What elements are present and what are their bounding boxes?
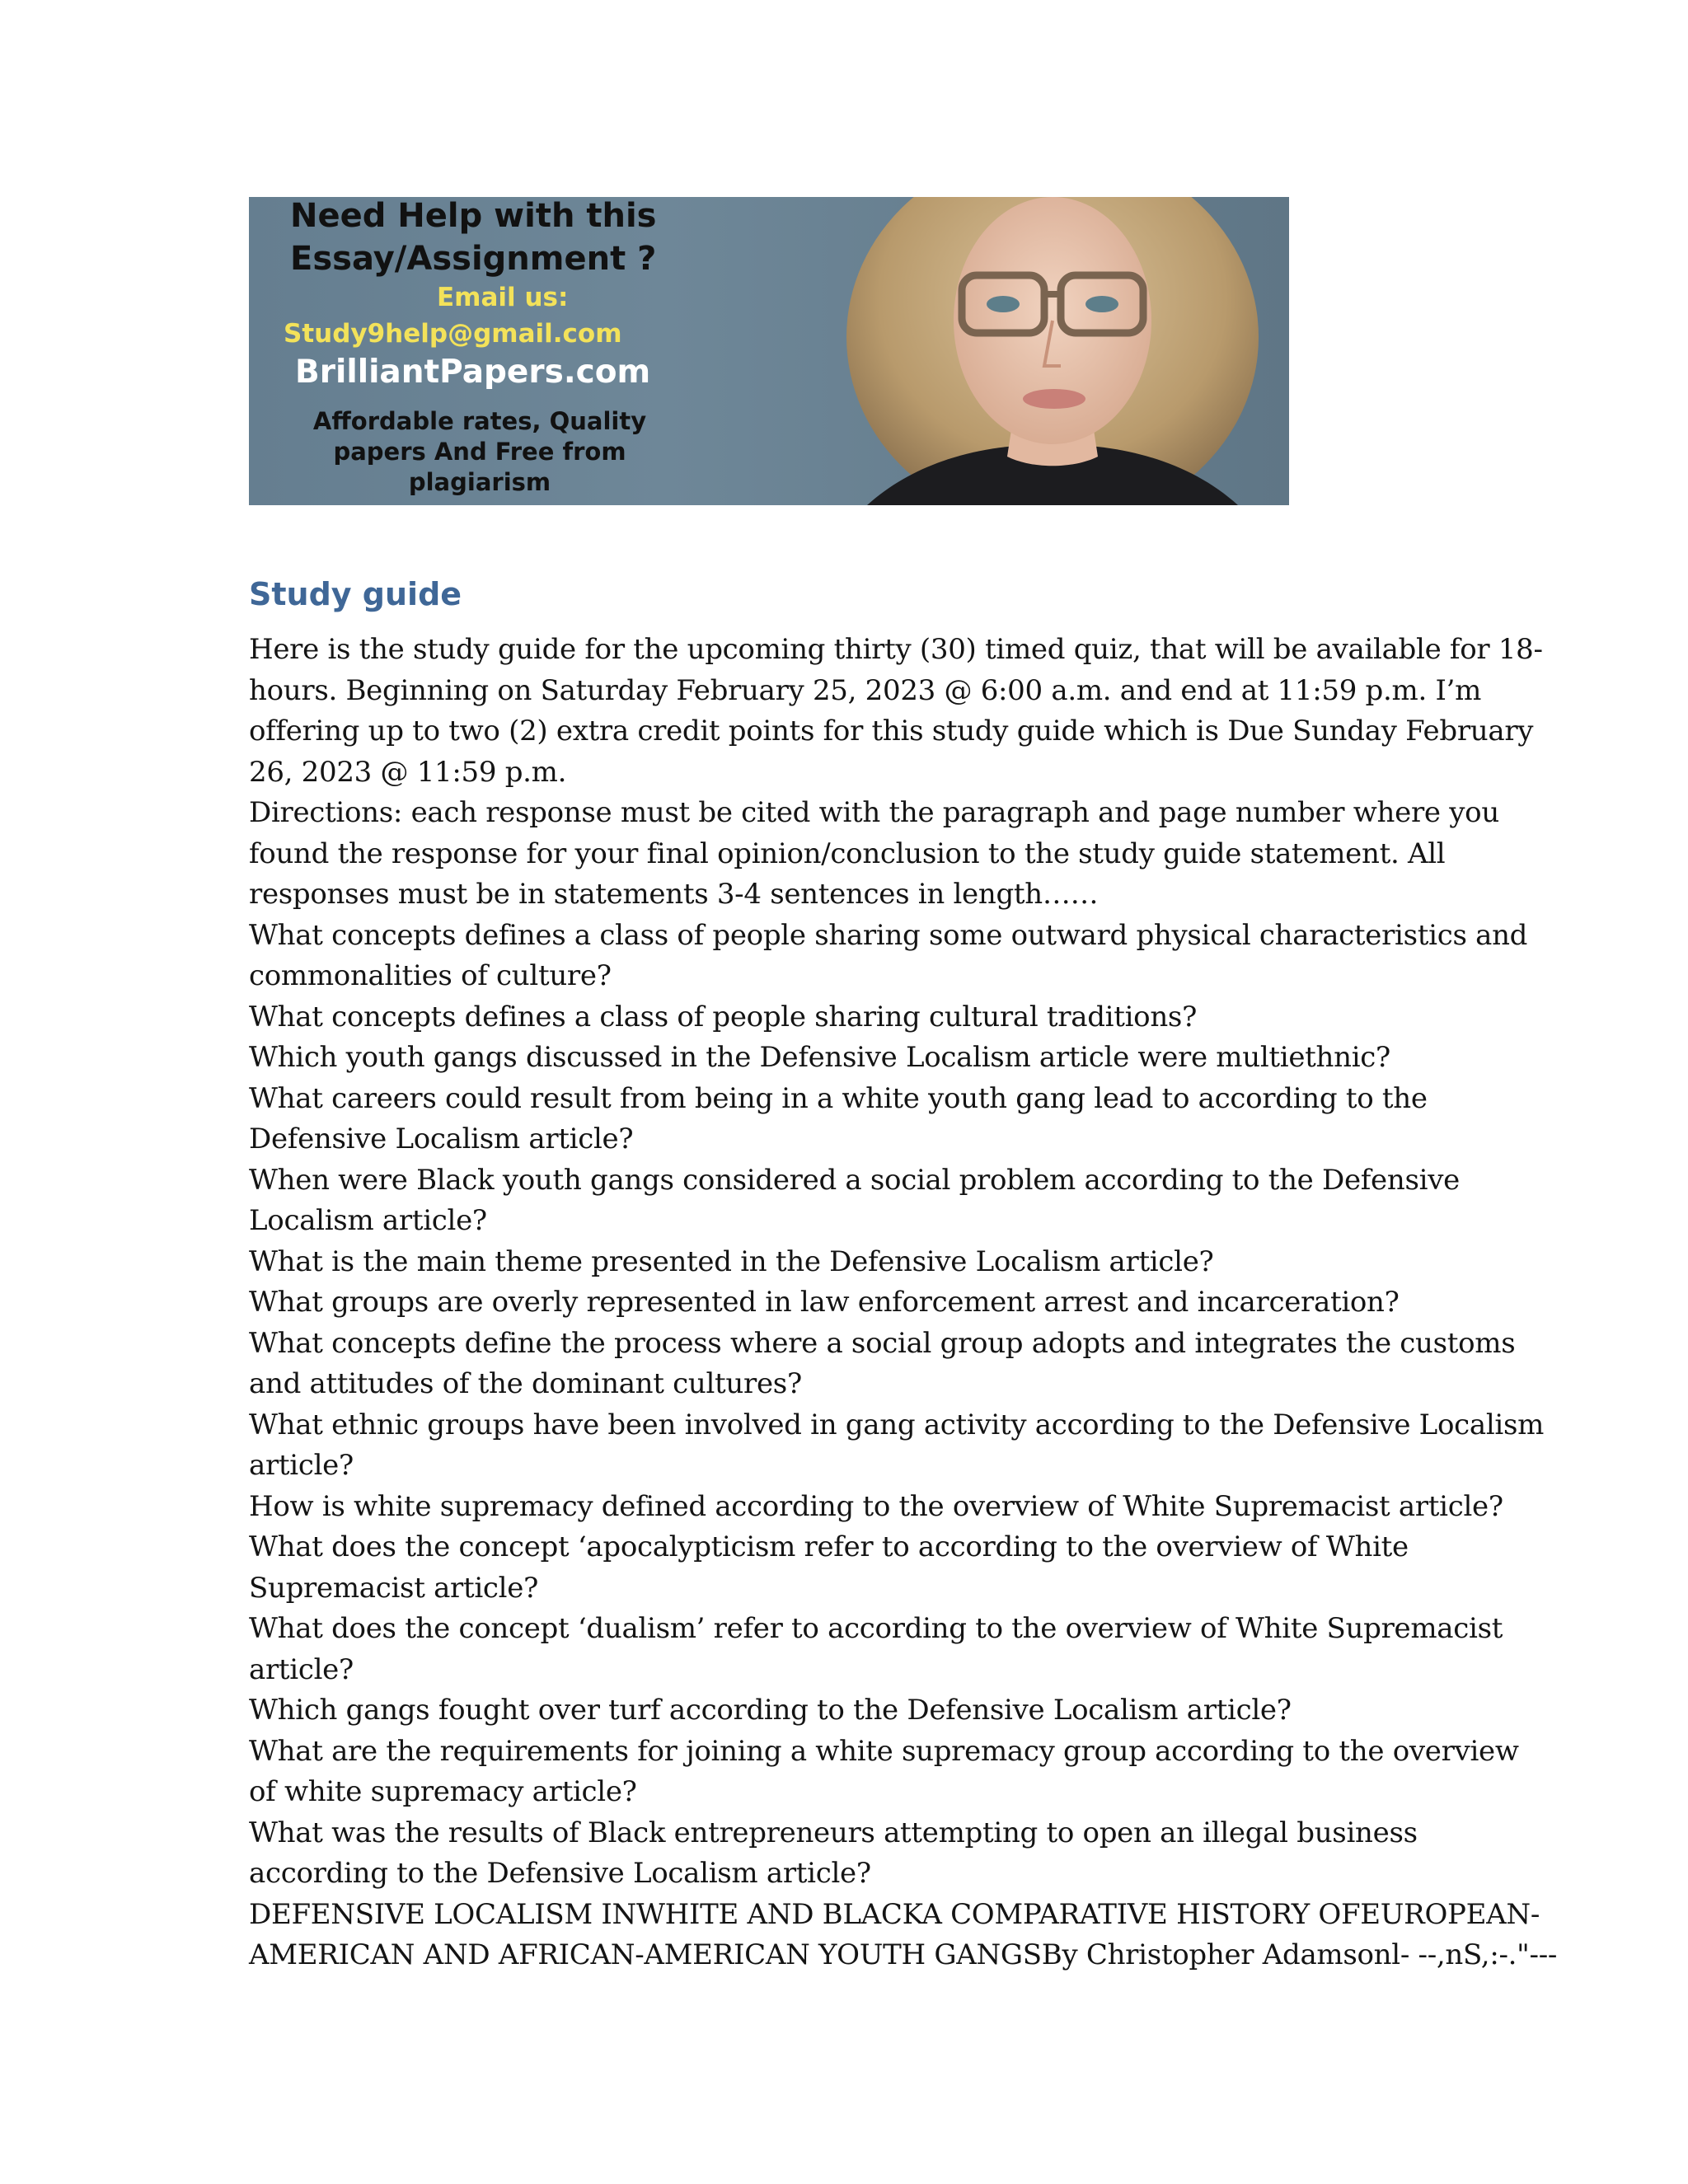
text-line: Here is the study guide for the upcoming thirty (30) timed quiz, that will be available for 18- bbox=[249, 633, 1543, 666]
text-line: hours. Beginning on Saturday February 25, 2023 @ 6:00 a.m. and end at 11:59 p.m. I’m bbox=[249, 673, 1482, 707]
text-line: Which youth gangs discussed in the Defensive Localism article were multiethnic? bbox=[249, 1041, 1390, 1074]
text-line: What groups are overly represented in law enforcement arrest and incarceration? bbox=[249, 1286, 1400, 1319]
text-line: according to the Defensive Localism article? bbox=[249, 1857, 871, 1890]
text-line: commonalities of culture? bbox=[249, 959, 612, 992]
document-title: Study guide bbox=[249, 576, 462, 612]
text-line: article? bbox=[249, 1652, 354, 1686]
text-line: What are the requirements for joining a white supremacy group according to the overview bbox=[249, 1734, 1519, 1768]
text-line: What careers could result from being in a white youth gang lead to according to the bbox=[249, 1081, 1428, 1115]
text-line: Directions: each response must be cited with the paragraph and page number where you bbox=[249, 796, 1499, 829]
text-line: What does the concept ‘apocalypticism refer to according to the overview of White bbox=[249, 1530, 1409, 1563]
text-line: Which gangs fought over turf according to the Defensive Localism article? bbox=[249, 1694, 1292, 1727]
text-line: of white supremacy article? bbox=[249, 1775, 637, 1808]
text-line: AMERICAN AND AFRICAN-AMERICAN YOUTH GANGSBy Christopher Adamsonl- --,nS,:-."--- bbox=[249, 1938, 1558, 1971]
text-line: What ethnic groups have been involved in gang activity according to the Defensive Localism bbox=[249, 1408, 1545, 1441]
text-line: Supremacist article? bbox=[249, 1571, 539, 1605]
text-line: article? bbox=[249, 1449, 354, 1482]
banner-rates-line: plagiarism bbox=[408, 468, 551, 496]
banner-rates-line: papers And Free from bbox=[333, 438, 626, 466]
text-line: Localism article? bbox=[249, 1204, 487, 1237]
text-line: responses must be in statements 3-4 sentences in length…… bbox=[249, 878, 1099, 911]
banner-email-address[interactable]: Study9help@gmail.com bbox=[284, 319, 622, 349]
text-line: What was the results of Black entrepreneurs attempting to open an illegal business bbox=[249, 1816, 1418, 1849]
banner-help-line: Need Help with this bbox=[290, 197, 657, 235]
text-line: How is white supremacy defined according to the overview of White Supremacist article? bbox=[249, 1489, 1503, 1523]
text-line: Defensive Localism article? bbox=[249, 1122, 634, 1155]
text-line: What is the main theme presented in the Defensive Localism article? bbox=[249, 1244, 1214, 1278]
text-line: What concepts defines a class of people sharing cultural traditions? bbox=[249, 1000, 1198, 1033]
text-line: found the response for your final opinion/conclusion to the study guide statement. All bbox=[249, 837, 1446, 870]
text-line: What concepts defines a class of people sharing some outward physical characteristics and bbox=[249, 918, 1528, 952]
text-line: What concepts define the process where a social group adopts and integrates the customs bbox=[249, 1326, 1516, 1360]
text-line: What does the concept ‘dualism’ refer to according to the overview of White Supremacist bbox=[249, 1612, 1503, 1645]
text-line: and attitudes of the dominant cultures? bbox=[249, 1367, 802, 1400]
text-line: When were Black youth gangs considered a social problem according to the Defensive bbox=[249, 1163, 1460, 1197]
text-line: DEFENSIVE LOCALISM INWHITE AND BLACKA COMPARATIVE HISTORY OFEUROPEAN- bbox=[249, 1897, 1540, 1931]
banner-site-name[interactable]: BrilliantPapers.com bbox=[295, 354, 651, 391]
banner-assignment-line: Essay/Assignment ? bbox=[290, 240, 657, 278]
document-body bbox=[249, 630, 1558, 1976]
banner-rates-line: Affordable rates, Quality bbox=[312, 407, 647, 435]
text-line: offering up to two (2) extra credit points for this study guide which is Due Sunday February bbox=[249, 715, 1534, 748]
banner-email-label: Email us: bbox=[437, 283, 569, 312]
advertisement-banner bbox=[249, 197, 1289, 505]
woman-portrait-image bbox=[818, 197, 1289, 505]
banner-rates-text bbox=[249, 406, 710, 498]
text-line: 26, 2023 @ 11:59 p.m. bbox=[249, 755, 567, 789]
